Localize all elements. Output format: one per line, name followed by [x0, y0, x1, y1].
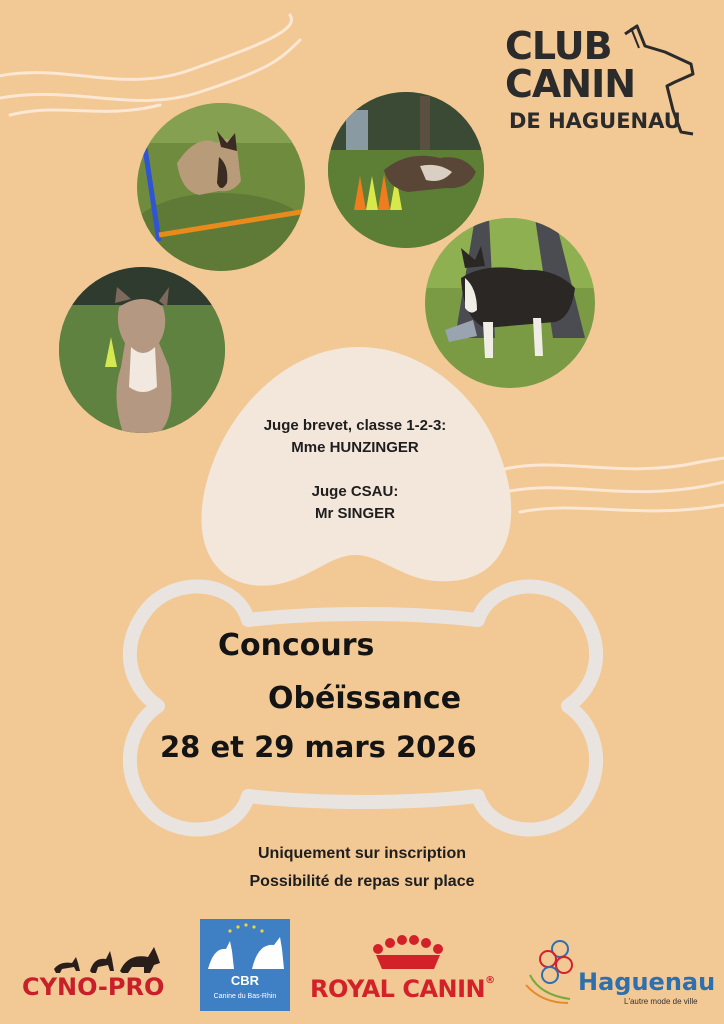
- photo-dog-running: [328, 92, 484, 248]
- sponsor-royal-canin: [308, 935, 508, 1010]
- cyno-pro-wordmark: CYNO-PRO: [22, 973, 165, 1001]
- judge2-name: Mr SINGER: [314, 505, 395, 522]
- sponsor-cbr: [200, 919, 290, 1011]
- crown-icon: [368, 935, 448, 975]
- club-name-line2: CANIN: [505, 62, 636, 106]
- haguenau-wordmark: Haguenau: [578, 968, 716, 996]
- club-name-line3: DE HAGUENAU: [509, 109, 681, 133]
- cbr-name: CBR: [230, 973, 260, 988]
- event-title-line1: Concours: [218, 628, 375, 663]
- judge2-role: Juge CSAU:: [311, 483, 399, 500]
- event-dates: 28 et 29 mars 2026: [160, 730, 477, 764]
- club-logo: [505, 24, 705, 144]
- cbr-subtitle: Canine du Bas-Rhin: [213, 993, 277, 1000]
- haguenau-flower-icon: [520, 935, 580, 1005]
- haguenau-tagline: L'autre mode de ville: [624, 997, 698, 1006]
- sponsor-haguenau: [520, 935, 720, 1010]
- info-registration: Uniquement sur inscription: [257, 845, 466, 862]
- event-title-line2: Obéïssance: [268, 681, 462, 716]
- info-meal: Possibilité de repas sur place: [249, 873, 475, 890]
- judges-block: [210, 415, 500, 525]
- judge1-name: Mme HUNZINGER: [291, 439, 419, 456]
- club-name-line1: CLUB: [505, 24, 612, 68]
- cbr-logo-icon: [200, 919, 290, 973]
- royal-canin-wordmark: ROYAL CANIN®: [310, 975, 495, 1003]
- photo-dog-jumping: [137, 103, 305, 271]
- sponsor-cyno-pro: [20, 945, 190, 1005]
- judge1-role: Juge brevet, classe 1-2-3:: [263, 417, 447, 434]
